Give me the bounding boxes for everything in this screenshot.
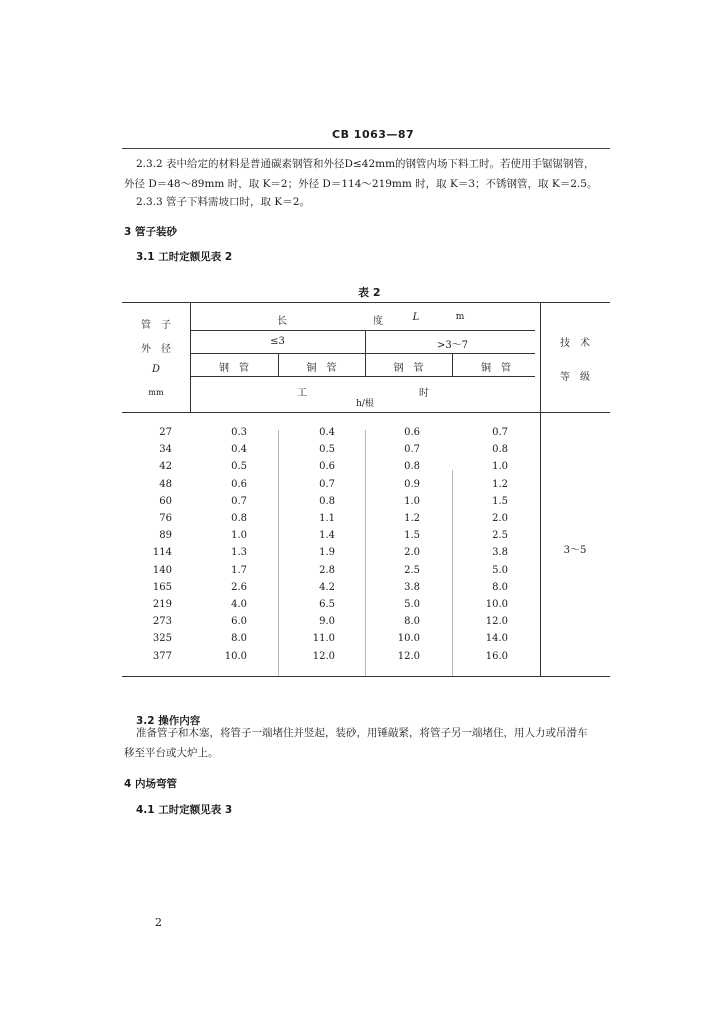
header-rule (122, 148, 610, 149)
table-cell-hours: 14.0 (485, 633, 508, 645)
table-cell-diameter: 165 (152, 581, 172, 593)
table-cell-diameter: 273 (152, 616, 172, 628)
header-length-unit: m (455, 312, 465, 322)
table-cell-hours: 1.5 (492, 495, 508, 507)
header-diameter-symbol: D (151, 364, 161, 375)
header-length-a: 长 (277, 316, 287, 327)
table-cell-diameter: 89 (159, 530, 172, 542)
table-cell-hours: 12.0 (485, 616, 508, 628)
table-cell-hours: 1.7 (231, 564, 247, 576)
table-cell-hours: 2.5 (492, 530, 508, 542)
table-cell-hours: 0.7 (404, 444, 420, 456)
header-unit: h/根 (356, 399, 374, 409)
table-caption: 表 2 (358, 286, 381, 299)
table-cell-hours: 1.4 (319, 530, 335, 542)
table-cell-hours: 1.0 (492, 461, 508, 473)
table-cell-hours: 2.8 (319, 564, 335, 576)
table-vline-tech (540, 302, 541, 676)
header-work-b: 时 (419, 388, 429, 399)
header-group-le3: ≤3 (270, 336, 285, 347)
paragraph-2-3-2-line2: 外径 D＝48～89mm 时，取 K＝2；外径 D＝114～219mm 时，取 K＝3；不锈钢管，取 K＝2.5。 (124, 178, 598, 190)
table-cell-diameter: 48 (159, 478, 172, 490)
table-cell-hours: 2.6 (231, 581, 247, 593)
header-steel-1: 钢 管 (219, 363, 249, 374)
table-cell-hours: 0.5 (231, 461, 247, 473)
section-4-1-heading: 4.1 工时定额见表 3 (136, 804, 233, 816)
table-cell-hours: 11.0 (312, 633, 335, 645)
table-cell-hours: 10.0 (224, 650, 247, 662)
table-cell-hours: 1.2 (492, 478, 508, 490)
table-cell-diameter: 377 (152, 650, 172, 662)
table-head-rule-1 (190, 330, 535, 331)
table-cell-hours: 0.7 (492, 427, 508, 438)
table-cell-hours: 8.0 (231, 633, 247, 645)
table-cell-hours: 9.0 (319, 616, 335, 628)
table-cell-hours: 2.0 (492, 513, 508, 524)
table-cell-diameter: 114 (152, 547, 172, 559)
table-cell-hours: 0.8 (319, 495, 335, 507)
table-cell-hours: 8.0 (492, 581, 508, 593)
table-cell-hours: 6.5 (319, 599, 335, 610)
section-3-1-heading: 3.1 工时定额见表 2 (136, 251, 233, 263)
header-diameter-unit: mm (148, 388, 164, 397)
section-3-2-line1: 准备管子和木塞，将管子一端堵住并竖起，装砂，用锤敲紧，将管子另一端堵住，用人力或吊滑车 (136, 727, 588, 739)
table-cell-hours: 0.4 (319, 427, 335, 438)
table-cell-hours: 5.0 (492, 564, 508, 576)
table-cell-hours: 2.5 (404, 564, 420, 576)
table-cell-hours: 0.5 (319, 444, 335, 456)
table-top-rule (122, 302, 610, 303)
table-cell-hours: 0.9 (404, 478, 420, 490)
table-cell-hours: 0.7 (319, 478, 335, 490)
table-head-rule-3 (190, 376, 535, 377)
table-cell-diameter: 219 (152, 599, 172, 610)
table-cell-hours: 4.0 (231, 599, 247, 610)
header-tech-b: 等 级 (560, 372, 590, 383)
table-cell-hours: 0.3 (231, 427, 247, 438)
table-cell-hours: 4.2 (319, 581, 335, 593)
table-cell-hours: 10.0 (397, 633, 420, 645)
header-copper-2: 铜 管 (481, 363, 511, 374)
table-cell-hours: 2.0 (404, 547, 420, 559)
header-steel-2: 钢 管 (393, 363, 424, 374)
table-cell-hours: 1.9 (319, 547, 335, 559)
table-cell-hours: 3.8 (492, 547, 508, 559)
table-cell-hours: 1.3 (231, 547, 247, 559)
table-cell-hours: 0.8 (404, 461, 420, 473)
table-cell-hours: 1.0 (231, 530, 247, 542)
header-copper-1: 铜 管 (306, 363, 337, 374)
table-cell-hours: 12.0 (312, 650, 335, 662)
paragraph-2-3-2-line1: 2.3.2 表中给定的材料是普通碳素钢管和外径D≤42mm的钢管内场下料工时。若使用手锯锯钢管， (136, 158, 595, 170)
table-cell-hours: 6.0 (231, 616, 247, 628)
table-cell-diameter: 60 (159, 495, 172, 507)
table-vline-body-1 (278, 430, 279, 676)
table-cell-hours: 0.6 (319, 461, 335, 473)
table-cell-hours: 1.1 (319, 513, 335, 524)
paragraph-2-3-3: 2.3.3 管子下料需坡口时，取 K＝2。 (136, 196, 310, 208)
table-vline-col1 (190, 302, 191, 412)
table-cell-hours: 8.0 (404, 616, 420, 628)
table-cell-diameter: 325 (152, 633, 172, 645)
table-cell-hours: 0.6 (404, 427, 420, 438)
section-3-heading: 3 管子装砂 (124, 226, 177, 238)
header-pipe: 管 子 (141, 320, 171, 331)
table-cell-diameter: 76 (159, 513, 172, 524)
table-cell-hours: 1.5 (404, 530, 420, 542)
header-group-3to7: >3～7 (436, 340, 469, 351)
table-cell-diameter: 27 (159, 427, 172, 438)
table-cell-hours: 12.0 (397, 650, 420, 662)
table-cell-hours: 10.0 (485, 599, 508, 610)
header-outer: 外 径 (141, 344, 171, 355)
table-cell-hours: 1.0 (404, 495, 420, 507)
table-cell-diameter: 34 (159, 444, 172, 456)
header-length-b: 度 (373, 316, 383, 327)
table-cell-hours: 1.2 (404, 513, 420, 524)
standard-number: CB 1063—87 (332, 128, 415, 141)
table-cell-hours: 5.0 (404, 599, 420, 610)
table-cell-hours: 0.8 (492, 444, 508, 456)
table-bottom-rule (122, 676, 610, 677)
table-cell-hours: 16.0 (485, 650, 508, 662)
page-number: 2 (155, 916, 162, 929)
table-head-bottom-rule (122, 412, 610, 413)
table-cell-hours: 0.4 (231, 444, 247, 456)
table-vline-body-2 (365, 430, 366, 676)
section-3-2-heading: 3.2 操作内容 (136, 715, 201, 727)
header-work-a: 工 (297, 388, 307, 399)
tech-grade-value: 3～5 (563, 545, 587, 556)
table-cell-hours: 0.7 (231, 495, 247, 507)
table-cell-hours: 0.6 (231, 478, 247, 490)
header-tech-a: 技 术 (560, 338, 590, 349)
section-3-2-line2: 移至平台或大炉上。 (124, 747, 219, 759)
section-4-heading: 4 内场弯管 (124, 778, 177, 790)
table-cell-diameter: 42 (159, 461, 172, 473)
table-cell-hours: 3.8 (404, 581, 420, 593)
table-head-rule-2 (190, 353, 535, 354)
table-vline-body-3 (452, 470, 453, 676)
table-cell-hours: 0.8 (231, 513, 247, 524)
table-cell-diameter: 140 (152, 564, 172, 576)
header-length-symbol: L (412, 312, 420, 323)
